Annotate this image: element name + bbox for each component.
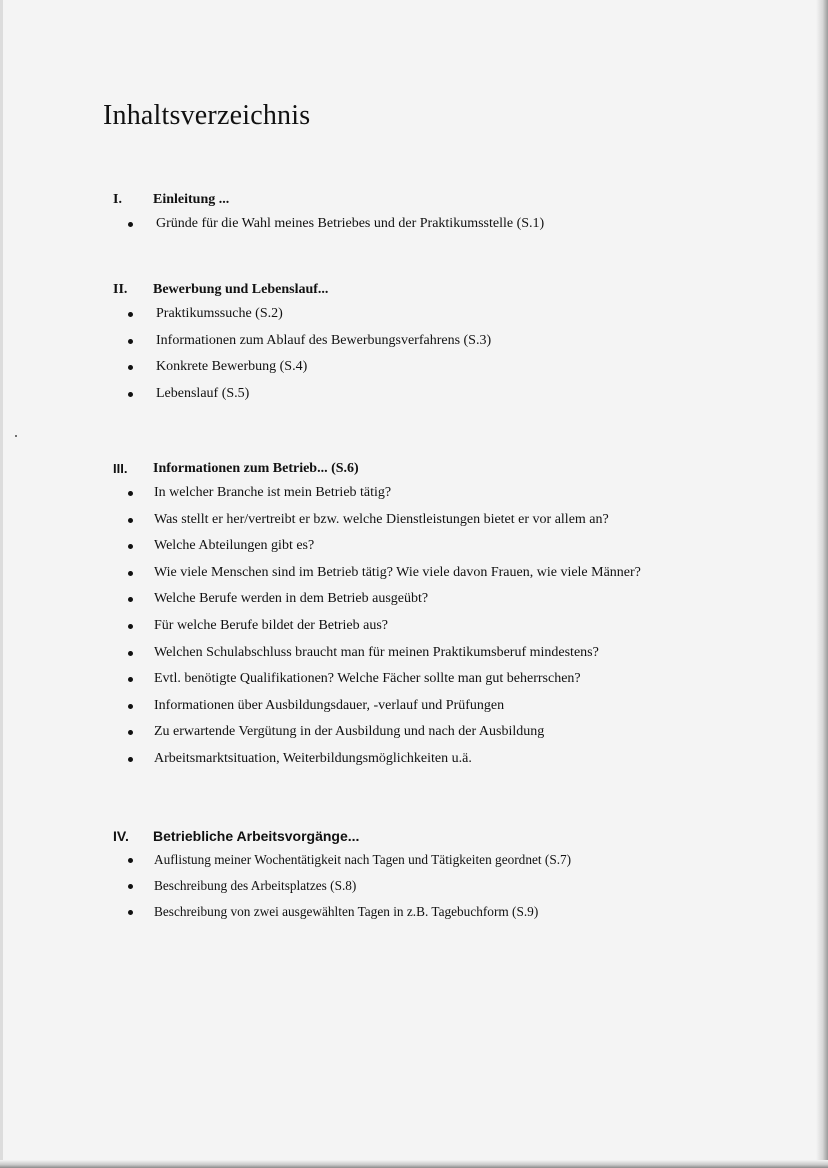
list-item-text: Zu erwartende Vergütung in der Ausbildung und nach der Ausbildung [154, 724, 545, 740]
bullet-icon [128, 312, 133, 317]
list-item-text: Evtl. benötigte Qualifikationen? Welche Fächer sollte man gut beherrschen? [154, 671, 581, 687]
list-item [0, 589, 800, 616]
section-3 [0, 461, 800, 776]
bullet-icon [128, 858, 133, 863]
page-title: Inhaltsverzeichnis [103, 100, 311, 131]
list-item [0, 214, 800, 241]
list-item-text: Gründe für die Wahl meines Betriebes und der Praktikumsstelle (S.1) [156, 216, 545, 231]
list-item-text: Auflistung meiner Wochentätigkeit nach Tagen und Tätigkeiten geordnet (S.7) [154, 852, 572, 867]
section-heading: Bewerbung und Lebenslauf... [153, 282, 329, 297]
list-item [0, 850, 800, 876]
list-item-text: Für welche Berufe bildet der Betrieb aus? [154, 617, 389, 633]
bullet-icon [128, 704, 133, 709]
bullet-icon [128, 677, 133, 682]
section-numeral: IV. [113, 828, 129, 844]
bullet-icon [128, 910, 133, 915]
list-item-text: Informationen zum Ablauf des Bewerbungsverfahrens (S.3) [156, 332, 492, 348]
scan-speck [15, 435, 17, 437]
list-item [0, 304, 800, 331]
list-item-text: Konkrete Bewerbung (S.4) [156, 359, 308, 375]
list-item [0, 876, 800, 902]
list-item [0, 510, 800, 537]
bullet-icon [128, 544, 133, 549]
list-item-text: In welcher Branche ist mein Betrieb tätig? [154, 485, 392, 500]
list-item-text: Praktikumssuche (S.2) [156, 306, 283, 321]
section-numeral: II. [113, 282, 128, 297]
list-item-text: Welche Berufe werden in dem Betrieb ausgeübt? [154, 591, 429, 607]
section-numeral: III. [113, 461, 128, 476]
list-item-text: Informationen über Ausbildungsdauer, -verlauf und Prüfungen [154, 697, 505, 713]
list-item [0, 696, 800, 723]
bullet-icon [128, 222, 133, 227]
list-item [0, 616, 800, 643]
scan-edge-right [816, 0, 828, 1168]
bullet-icon [128, 730, 133, 735]
bullet-icon [128, 884, 133, 889]
bullet-icon [128, 624, 133, 629]
list-item-text: Welche Abteilungen gibt es? [154, 538, 315, 554]
section-header [0, 461, 800, 483]
section-4 [0, 828, 800, 928]
list-item-text: Wie viele Menschen sind im Betrieb tätig? Wie viele davon Frauen, wie viele Männer? [154, 564, 641, 580]
list-item [0, 331, 800, 358]
bullet-icon [128, 597, 133, 602]
section-header [0, 828, 800, 850]
section-item-list [0, 304, 800, 410]
bullet-icon [128, 518, 133, 523]
bullet-icon [128, 339, 133, 344]
bullet-icon [128, 491, 133, 496]
list-item [0, 384, 800, 411]
list-item-text: Beschreibung des Arbeitsplatzes (S.8) [154, 878, 357, 893]
list-item-text: Arbeitsmarktsituation, Weiterbildungsmöglichkeiten u.ä. [154, 750, 472, 766]
section-numeral: I. [113, 192, 122, 207]
list-item [0, 722, 800, 749]
section-2 [0, 282, 800, 410]
bullet-icon [128, 392, 133, 397]
section-item-list [0, 483, 800, 776]
section-header [0, 282, 800, 304]
list-item [0, 749, 800, 776]
list-item-text: Welchen Schulabschluss braucht man für meinen Praktikumsberuf mindestens? [154, 644, 599, 660]
list-item-text: Beschreibung von zwei ausgewählten Tagen in z.B. Tagebuchform (S.9) [154, 904, 539, 919]
bullet-icon [128, 757, 133, 762]
list-item [0, 357, 800, 384]
bullet-icon [128, 365, 133, 370]
section-1 [0, 192, 800, 241]
list-item [0, 536, 800, 563]
section-item-list [0, 850, 800, 928]
section-item-list [0, 214, 800, 241]
section-header [0, 192, 800, 214]
bullet-icon [128, 571, 133, 576]
list-item-text: Lebenslauf (S.5) [156, 385, 250, 401]
list-item-text: Was stellt er her/vertreibt er bzw. welche Dienstleistungen bietet er vor allem an? [154, 511, 609, 527]
list-item [0, 669, 800, 696]
list-item [0, 563, 800, 590]
list-item [0, 483, 800, 510]
scan-edge-bottom [0, 1160, 828, 1168]
bullet-icon [128, 651, 133, 656]
section-heading: Informationen zum Betrieb... (S.6) [153, 461, 359, 476]
list-item [0, 902, 800, 928]
list-item [0, 643, 800, 670]
section-heading: Betriebliche Arbeitsvorgänge... [153, 828, 360, 844]
section-heading: Einleitung ... [153, 192, 230, 207]
